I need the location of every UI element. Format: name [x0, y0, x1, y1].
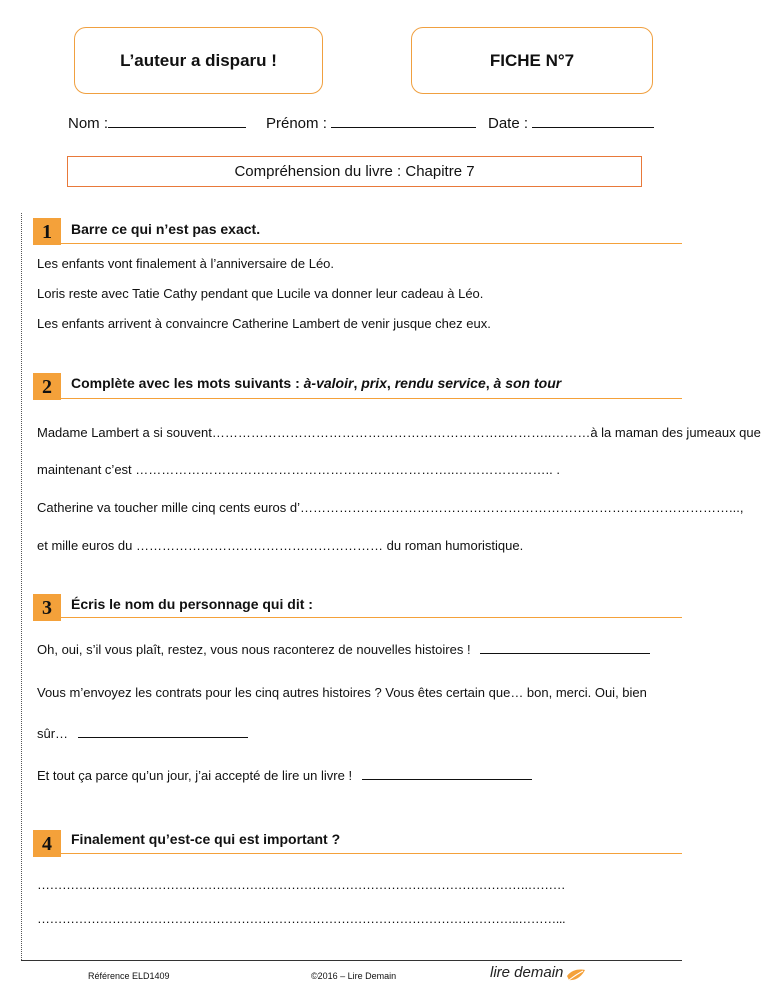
quote-1-text: Oh, oui, s’il vous plaît, restez, vous nous raconterez de nouvelles histoires !	[37, 642, 471, 657]
date-field	[488, 115, 654, 132]
fill-line-1-end: à la maman des jumeaux que	[590, 425, 761, 440]
fiche-number: FICHE N°7	[489, 50, 575, 70]
fill-line-4-end: du roman humoristique.	[386, 538, 524, 553]
brand-logo-text: lire demain	[490, 964, 564, 981]
fill-line-3-start: Catherine va toucher mille cinq cents euros d’	[37, 500, 301, 515]
prenom-blank[interactable]	[331, 115, 476, 128]
comma-3: ,	[485, 375, 494, 391]
chapter-box	[67, 156, 642, 187]
section-2-number: 2	[33, 373, 61, 400]
quote-3-answer-blank[interactable]	[362, 767, 532, 780]
section-3-title: Écris le nom du personnage qui dit :	[71, 596, 313, 612]
section-3-number: 3	[33, 594, 61, 621]
quote-2-end-text: sûr…	[37, 726, 69, 741]
fill-line-4-start: et mille euros du	[37, 538, 133, 553]
quote-2-end	[37, 725, 248, 741]
quote-1-answer-blank[interactable]	[480, 641, 650, 654]
worksheet-title-box	[74, 27, 323, 94]
word-rendu-service: rendu service	[394, 375, 486, 391]
fill-line-2	[37, 462, 560, 477]
section-1-statement-1[interactable]: Les enfants vont finalement à l’anniversaire de Léo.	[37, 256, 335, 271]
fill-line-3	[37, 500, 744, 515]
fiche-number-box	[411, 27, 653, 94]
word-a-valoir: à-valoir	[303, 375, 354, 391]
word-prix: prix	[361, 375, 387, 391]
section-4-number: 4	[33, 830, 61, 857]
prenom-label: Prénom :	[266, 115, 327, 132]
footer-copyright: ©2016 – Lire Demain	[311, 971, 397, 981]
section-2-title-text: Complète avec les mots suivants :	[71, 375, 304, 391]
nom-label: Nom :	[68, 115, 109, 132]
brand-leaf-icon	[566, 967, 586, 983]
nom-field	[68, 115, 246, 132]
left-margin-rule	[21, 213, 22, 960]
nom-blank[interactable]	[108, 115, 246, 128]
section-4-title: Finalement qu’est-ce qui est important ?	[71, 831, 341, 847]
section-2-underline	[61, 398, 682, 399]
section-3-underline	[61, 617, 682, 618]
footer-rule	[21, 960, 682, 961]
comma-1: ,	[353, 375, 362, 391]
section-1-statement-2[interactable]: Loris reste avec Tatie Cathy pendant que Lucile va donner leur cadeau à Léo.	[37, 286, 484, 301]
comma-2: ,	[386, 375, 395, 391]
quote-3	[37, 767, 532, 783]
word-a-son-tour: à son tour	[493, 375, 562, 391]
section-4-underline	[61, 853, 682, 854]
fill-blank-1[interactable]: …………………………………………………………..………..………	[211, 425, 591, 440]
section-1-number: 1	[33, 218, 61, 245]
section-1-title: Barre ce qui n’est pas exact.	[71, 221, 261, 237]
fill-line-3-end: ,	[739, 500, 744, 515]
fill-blank-3[interactable]: ………………………………………………………………………………………...	[300, 500, 740, 515]
quote-2-text: Vous m’envoyez les contrats pour les cinq autres histoires ? Vous êtes certain que… bon, merci. Oui, bien	[37, 685, 647, 700]
date-label: Date :	[488, 115, 529, 132]
footer-reference: Référence ELD1409	[88, 971, 170, 981]
answer-line-1[interactable]: ……………………………………………………………………………………………………….………	[37, 877, 566, 892]
chapter-title: Compréhension du livre : Chapitre 7	[234, 163, 475, 180]
answer-line-2[interactable]: ……………………………………………………………………………………………………..………...	[37, 911, 566, 926]
fill-blank-2[interactable]: ………………………………………………………………..…………………..	[135, 462, 553, 477]
prenom-field	[266, 115, 476, 132]
fill-blank-4[interactable]: …………………………………………………	[136, 538, 384, 553]
worksheet-title: L’auteur a disparu !	[120, 50, 277, 70]
quote-1	[37, 641, 650, 657]
date-blank[interactable]	[532, 115, 654, 128]
fill-line-1-start: Madame Lambert a si souvent	[37, 425, 212, 440]
section-2-title	[71, 375, 561, 391]
fill-line-1	[37, 425, 761, 440]
fill-line-2-end: .	[552, 462, 560, 477]
section-1-statement-3[interactable]: Les enfants arrivent à convaincre Catherine Lambert de venir jusque chez eux.	[37, 316, 491, 331]
quote-2-answer-blank[interactable]	[78, 725, 248, 738]
quote-3-text: Et tout ça parce qu’un jour, j’ai accepté de lire un livre !	[37, 768, 353, 783]
fill-line-4	[37, 538, 523, 553]
fill-line-2-start: maintenant c’est	[37, 462, 132, 477]
section-1-underline	[61, 243, 682, 244]
